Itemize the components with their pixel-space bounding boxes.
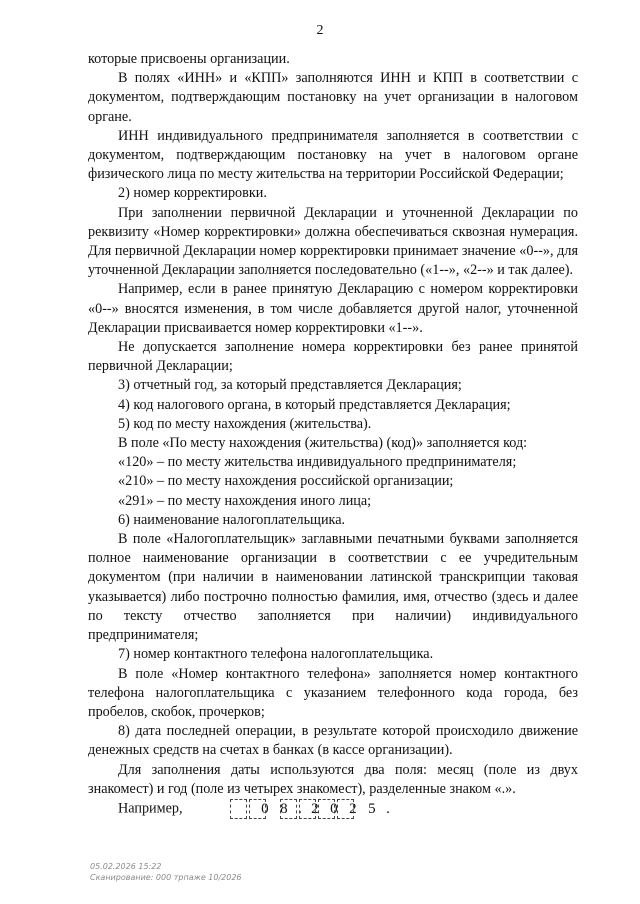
end-period: . [386,800,390,817]
code-item: «210» – по месту нахождения российской организации; [118,473,454,490]
list-item: 5) код по месту нахождения (жительства). [118,415,372,432]
paragraph: В поле «Номер контактного телефона» заполняется номер контактного телефона налогоплательщика с указанием телефонного кода города, без пробелов, скобок, прочерков; [88,665,578,720]
paragraph: ИНН индивидуального предпринимателя заполняется в соответствии с документом, подтверждающим постановку на учет в налоговом органе физического лица по месту жительства на территории Российской Федерации; [88,127,578,183]
list-item: 8) дата последней операции, в результате которой происходило движение денежных средств на счетах в банках (в кассе организации). [88,723,578,759]
list-item: 7) номер контактного телефона налогоплательщика. [118,646,434,663]
scan-stamp-date: 05.02.2026 15:22 [90,862,162,871]
document-body [88,50,578,819]
scan-stamp-info: Сканирование: 000 трпаже 10/2026 [90,873,242,882]
page-number: 2 [316,23,324,38]
paragraph: Например, если в ранее принятую Декларацию с номером корректировки «0--» вносятся изменения, в том числе добавляется другой налог, уточненной Декларации присваивается номер корректировки «1--». [88,281,578,336]
month-digit: 8 [249,799,266,819]
paragraph: Не допускается заполнение номера корректировки без ранее принятой первичной Декларации; [88,339,578,375]
paragraph: В поле «По месту нахождения (жительства) (код)» заполняется код: [118,435,528,452]
year-digit: 0 [299,799,316,819]
year-digit: 2 [318,799,335,819]
year-digit: 5 [337,799,354,819]
year-digit: 2 [280,799,297,819]
date-example [88,799,578,819]
paragraph: Для заполнения даты используются два поля: месяц (поле из двух знакомест) и год (поле из четырех знакомест), разделенные знаком «.». [88,761,578,797]
code-item: «291» – по месту нахождения иного лица; [118,492,372,509]
date-cells [200,799,390,819]
example-label: Например, [118,800,183,817]
date-separator: . [298,800,302,817]
list-item: 3) отчетный год, за который представляется Декларация; [118,377,462,394]
paragraph: В полях «ИНН» и «КПП» заполняются ИНН и КПП в соответствии с документом, подтверждающим постановку на учет организации в налоговом органе. [88,70,578,125]
paragraph: которые присвоены организации. [88,51,290,67]
list-item: 2) номер корректировки. [118,185,267,202]
code-item: «120» – по месту жительства индивидуального предпринимателя; [118,454,517,471]
paragraph: В поле «Налогоплательщик» заглавными печатными буквами заполняется полное наименование организации в соответствии с ее учредительным документом (при наличии в наименовании латинской транскрипции таковая указывается) либо построчно полностью фамилия, имя, отчество (здесь и далее по тексту отчество заполняется при наличии) индивидуального предпринимателя; [88,531,578,644]
month-digit: 0 [230,799,247,819]
paragraph: При заполнении первичной Декларации и уточненной Декларации по реквизиту «Номер корректировки» должна обеспечиваться сквозная нумерация. Для первичной Декларации номер корректировки принимает значение «0--», для уточненной Декларации заполняется последовательно («1--», «2--» и так далее). [88,204,578,279]
list-item: 6) наименование налогоплательщика. [118,511,346,528]
list-item: 4) код налогового органа, в который представляется Декларация; [118,396,511,413]
